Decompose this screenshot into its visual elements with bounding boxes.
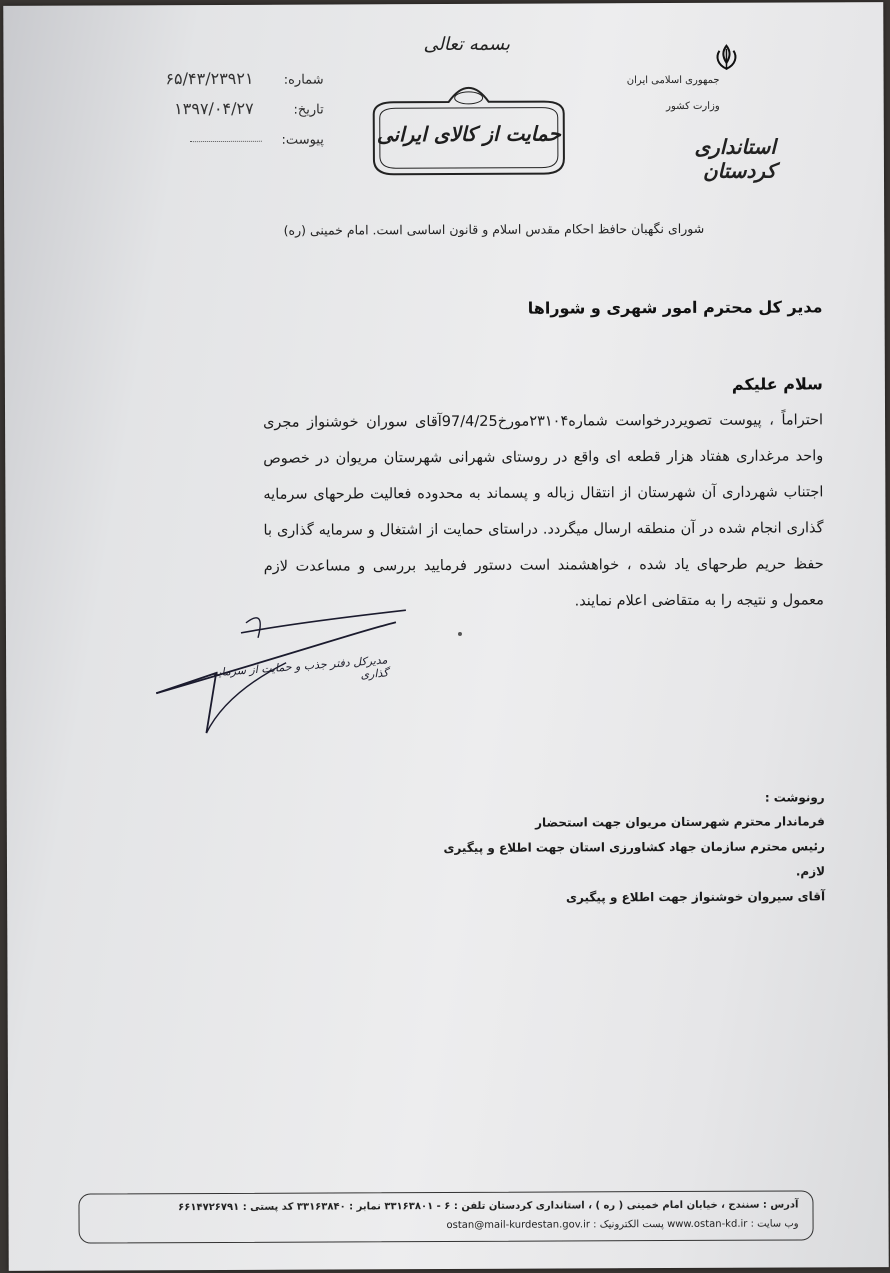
seal-slogan: حمایت از کالای ایرانی — [376, 121, 561, 147]
date-row — [124, 98, 324, 134]
letterhead-footer — [78, 1190, 813, 1243]
emblem-ministry-text: وزارت کشور — [666, 100, 720, 113]
issuer-name: استانداری کردستان — [694, 134, 777, 183]
iran-emblem-icon — [711, 43, 741, 73]
signature — [146, 602, 427, 743]
issuer-block — [625, 43, 777, 183]
cc-item: آقای سیروان خوشنواز جهت اطلاع و پیگیری — [565, 889, 826, 905]
date-label: تاریخ: — [293, 102, 324, 118]
addressee: مدیر کل محترم امور شهری و شوراها — [527, 297, 823, 318]
motto-line: شورای نگهبان حافظ احکام مقدس اسلام و قانون اساسی است. امام خمینی (ره) — [283, 220, 705, 238]
attachment-label: پیوست: — [281, 132, 324, 148]
letter-meta — [124, 68, 324, 164]
letter-date: ۱۳۹۷/۰۴/۲۷ — [174, 98, 254, 119]
letter-page — [3, 2, 889, 1271]
cc-title: رونوشت : — [764, 790, 825, 805]
attachment-row — [124, 133, 324, 164]
emblem-republic-text: جمهوری اسلامی ایران — [626, 74, 720, 87]
cc-item: رئیس محترم سازمان جهاد کشاورزی استان جهت اطلاع و پیگیری لازم. — [443, 839, 826, 879]
letter-number: ۶۵/۴۳/۲۳۹۲۱ — [165, 68, 254, 89]
cc-item: فرماندار محترم شهرستان مریوان جهت استحضار — [535, 814, 825, 830]
basmala-heading: بسمه تعالی — [423, 33, 510, 56]
letter-body: احتراماً ، پیوست تصویردرخواست شماره۲۳۱۰۴مورخ97/4/25آقای سوران خوشنواز مجری واحد مرغداری هفتاد هزار قطعه ای واقع در روستای شهرانی شهرستان مریوان در خصوص اجتناب شهرداری آن شهرستان از انتقال زباله و پسماند به محدوده فعالیت طرحهای سرمایه گذاری انجام شده در آن منطقه ارسال میگردد. دراستای حمایت از اشتغال و سرمایه گذاری با حفظ حریم طرحهای یاد شده ، خواهشمند است دستور فرمایید بررسی و مساعدت لازم معمول و نتیجه را به متقاضی اعلام نمایند. — [263, 412, 824, 610]
footer-address: آدرس : سنندج ، خیابان امام خمینی ( ره ) ، استانداری کردستان تلفن : ۶ - ۳۳۱۶۳۸۰۱ نمابر : ۳۳۱۶۳۸۴۰ کد پستی : ۶۶۱۴۷۲۶۷۹۱ — [178, 1199, 799, 1214]
greeting: سلام علیکم — [731, 374, 823, 394]
attachment-dots — [190, 141, 262, 142]
signatory-title: مدیرکل دفتر جذب و حمایت از سرمایه گذاری — [212, 653, 389, 682]
cc-block — [425, 790, 826, 911]
slogan-seal — [354, 83, 584, 184]
footer-web: وب سایت : www.ostan-kd.ir پست الکترونیک : ostan@mail-kurdestan.gov.ir — [446, 1218, 799, 1232]
ink-dot — [458, 632, 462, 636]
number-label: شماره: — [283, 72, 324, 88]
